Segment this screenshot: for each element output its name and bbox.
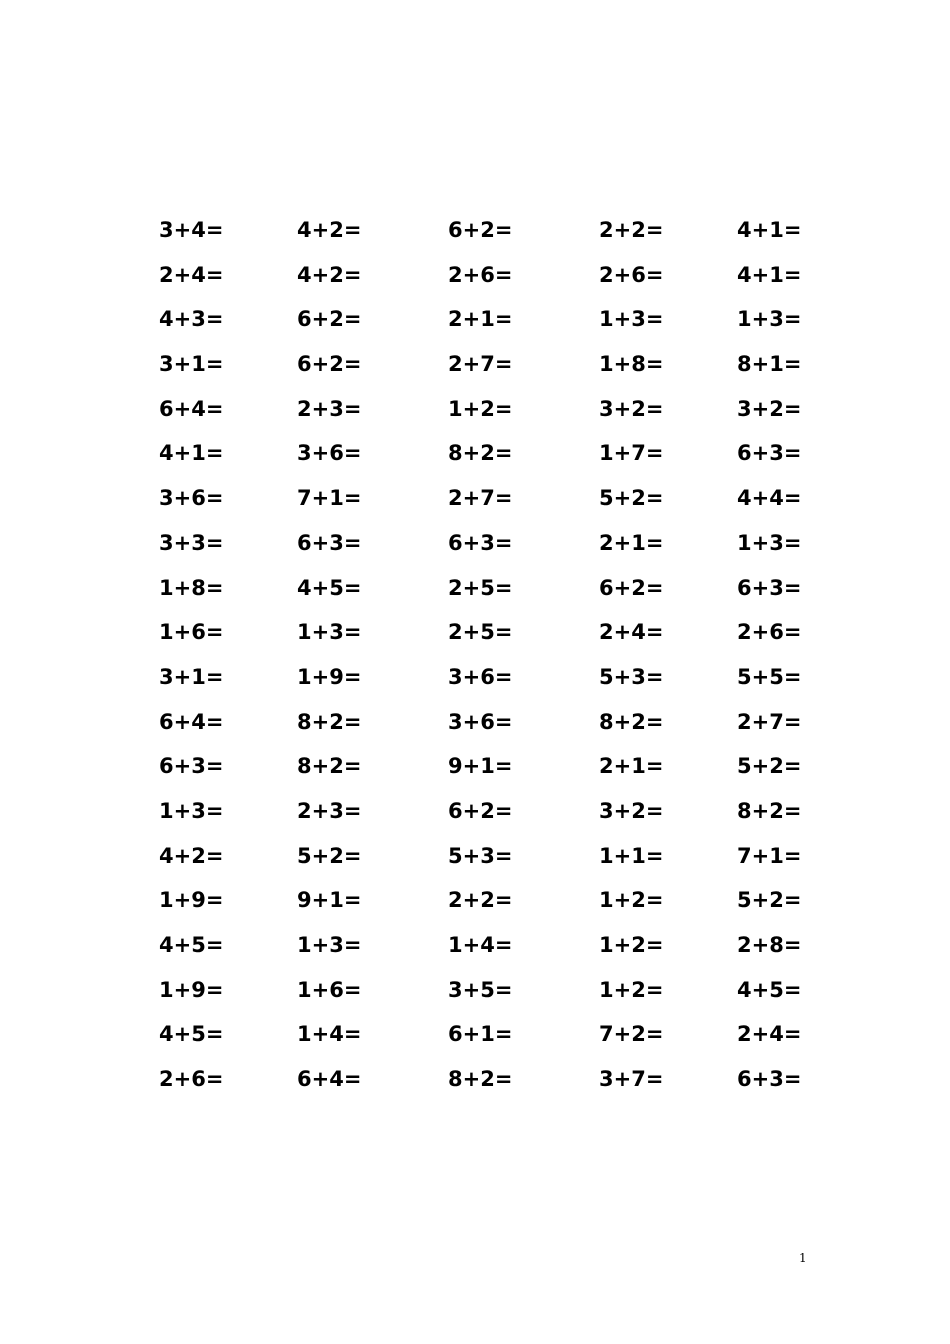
problem: 6+3= — [159, 754, 224, 779]
problem: 1+3= — [297, 933, 362, 957]
problem: 1+9= — [159, 888, 224, 913]
problem: 6+2= — [448, 218, 513, 242]
problem: 3+3= — [159, 530, 224, 555]
problem: 1+9= — [297, 664, 362, 689]
problem: 1+2= — [599, 933, 664, 957]
problem: 5+2= — [737, 754, 802, 779]
problem: 1+8= — [159, 575, 224, 600]
problem: 1+3= — [737, 307, 802, 332]
problem: 6+3= — [737, 575, 802, 600]
problem: 5+2= — [599, 486, 664, 511]
problem: 5+3= — [448, 843, 513, 868]
problem: 9+1= — [297, 888, 362, 913]
problem: 4+2= — [297, 262, 362, 287]
problem: 3+6= — [448, 709, 513, 734]
problem: 2+5= — [448, 620, 513, 645]
problem: 2+6= — [448, 262, 513, 287]
problem: 1+2= — [599, 888, 664, 913]
problem: 1+6= — [159, 620, 224, 645]
problem: 1+3= — [737, 530, 802, 555]
problem: 2+1= — [448, 307, 513, 332]
problem: 1+3= — [599, 307, 664, 332]
problem: 8+2= — [448, 441, 513, 466]
problem-row — [0, 834, 950, 879]
problem: 7+2= — [599, 1022, 664, 1047]
problem: 3+2= — [599, 798, 664, 823]
problem: 4+5= — [297, 575, 362, 600]
problem: 1+2= — [448, 396, 513, 421]
problem: 2+2= — [448, 888, 513, 913]
problem: 4+1= — [159, 441, 224, 466]
problem: 1+3= — [297, 620, 362, 645]
problem: 8+2= — [297, 709, 362, 734]
problem: 2+5= — [448, 575, 513, 600]
problem: 4+4= — [737, 486, 802, 511]
problem: 6+3= — [737, 1067, 802, 1092]
problem: 6+4= — [297, 1067, 362, 1092]
problem: 2+3= — [297, 798, 362, 823]
problem: 3+6= — [448, 664, 513, 689]
problem: 1+7= — [599, 441, 664, 466]
problem: 4+5= — [737, 977, 802, 1002]
problem: 8+2= — [599, 709, 664, 734]
problem: 7+1= — [737, 843, 802, 868]
problem-row — [0, 744, 950, 789]
problem: 1+2= — [599, 977, 664, 1002]
problem: 8+1= — [737, 352, 802, 377]
problem-row — [0, 208, 950, 253]
problem-row — [0, 566, 950, 611]
problem: 8+2= — [297, 754, 362, 779]
problem: 4+3= — [159, 307, 224, 332]
problem: 2+6= — [599, 262, 664, 287]
problem: 3+7= — [599, 1067, 664, 1092]
problem: 9+1= — [448, 754, 513, 779]
problem: 2+4= — [599, 620, 664, 645]
problem: 5+2= — [737, 888, 802, 913]
problem: 2+6= — [159, 1067, 224, 1092]
problem-row — [0, 253, 950, 298]
problem-row — [0, 923, 950, 968]
problem: 2+1= — [599, 530, 664, 555]
problem: 4+5= — [159, 933, 224, 957]
problem: 2+4= — [159, 262, 224, 287]
problem: 3+2= — [599, 396, 664, 421]
problem: 6+2= — [297, 352, 362, 377]
problem-row — [0, 610, 950, 655]
problem: 2+7= — [737, 709, 802, 734]
problem-row — [0, 521, 950, 566]
problem-row — [0, 700, 950, 745]
problem: 3+5= — [448, 977, 513, 1002]
problem: 2+6= — [737, 620, 802, 645]
problem: 4+1= — [737, 218, 802, 242]
problem: 6+3= — [737, 441, 802, 466]
problem: 5+5= — [737, 664, 802, 689]
problem: 6+3= — [448, 530, 513, 555]
problem: 1+4= — [297, 1022, 362, 1047]
problem: 8+2= — [448, 1067, 513, 1092]
problem: 2+8= — [737, 933, 802, 957]
addition-worksheet — [0, 208, 950, 1102]
problem: 7+1= — [297, 486, 362, 511]
problem-row — [0, 1012, 950, 1057]
problem: 1+1= — [599, 843, 664, 868]
problem-row — [0, 789, 950, 834]
problem: 2+7= — [448, 486, 513, 511]
problem-row — [0, 431, 950, 476]
problem: 2+7= — [448, 352, 513, 377]
problem: 1+9= — [159, 977, 224, 1002]
page-number: 1 — [799, 1251, 807, 1265]
problem: 8+2= — [737, 798, 802, 823]
problem: 1+4= — [448, 933, 513, 957]
problem: 6+3= — [297, 530, 362, 555]
problem: 6+2= — [599, 575, 664, 600]
problem: 3+2= — [737, 396, 802, 421]
problem: 3+6= — [159, 486, 224, 511]
problem-row — [0, 1057, 950, 1102]
problem-row — [0, 387, 950, 432]
problem-row — [0, 968, 950, 1013]
problem: 5+3= — [599, 664, 664, 689]
problem: 1+8= — [599, 352, 664, 377]
problem: 3+4= — [159, 218, 224, 242]
problem: 4+5= — [159, 1022, 224, 1047]
problem: 6+4= — [159, 396, 224, 421]
problem: 1+6= — [297, 977, 362, 1002]
problem: 4+1= — [737, 262, 802, 287]
problem: 2+1= — [599, 754, 664, 779]
problem-row — [0, 655, 950, 700]
problem-row — [0, 878, 950, 923]
problem-row — [0, 476, 950, 521]
problem: 1+3= — [159, 798, 224, 823]
problem-row — [0, 342, 950, 387]
problem: 3+1= — [159, 664, 224, 689]
problem: 2+4= — [737, 1022, 802, 1047]
problem: 6+1= — [448, 1022, 513, 1047]
problem: 2+2= — [599, 218, 664, 242]
problem: 4+2= — [297, 218, 362, 242]
problem: 3+1= — [159, 352, 224, 377]
problem: 3+6= — [297, 441, 362, 466]
problem-row — [0, 297, 950, 342]
problem: 5+2= — [297, 843, 362, 868]
problem: 4+2= — [159, 843, 224, 868]
problem: 2+3= — [297, 396, 362, 421]
problem: 6+4= — [159, 709, 224, 734]
problem: 6+2= — [297, 307, 362, 332]
problem: 6+2= — [448, 798, 513, 823]
